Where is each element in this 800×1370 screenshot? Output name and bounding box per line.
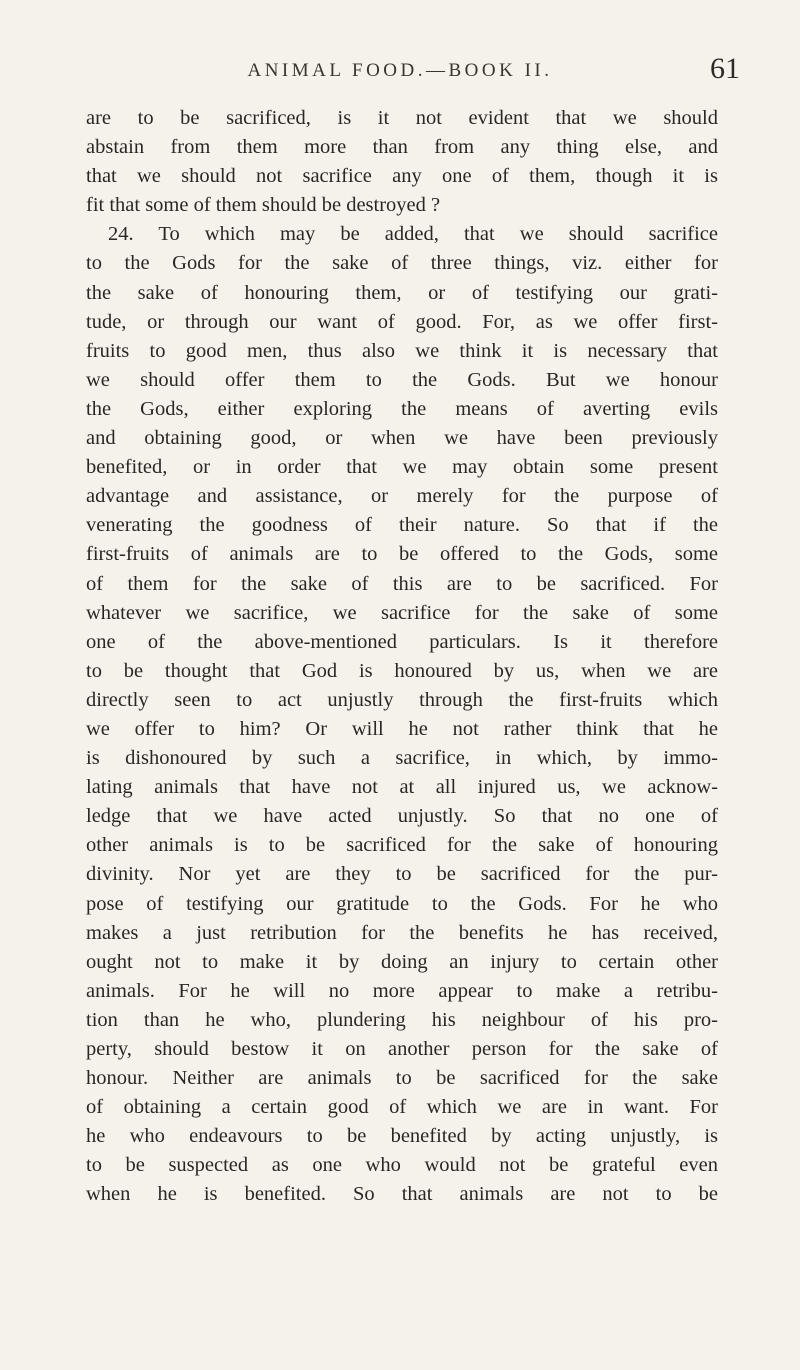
- text-line: divinity. Nor yet are they to be sacrificed for the pur-: [86, 863, 718, 886]
- text-line: makes a just retribution for the benefits he has received,: [86, 921, 718, 944]
- text-line: pose of testifying our gratitude to the Gods. For he who: [86, 892, 718, 915]
- text-line: the sake of honouring them, or of testifying our grati-: [86, 281, 718, 304]
- text-line: benefited, or in order that we may obtain some present: [86, 456, 718, 479]
- text-line: honour. Neither are animals to be sacrificed for the sake: [86, 1067, 718, 1090]
- text-line: perty, should bestow it on another person for the sake of: [86, 1038, 718, 1060]
- text-line: he who endeavours to be benefited by acting unjustly, is: [86, 1125, 718, 1148]
- text-line: advantage and assistance, or merely for the purpose of: [86, 485, 718, 508]
- running-title: ANIMAL FOOD.—BOOK II.: [247, 60, 553, 81]
- text-line: when he is benefited. So that animals are not to be: [86, 1183, 718, 1206]
- text-line: is dishonoured by such a sacrifice, in which, by immo-: [86, 747, 718, 770]
- text-line: tion than he who, plundering his neighbour of his pro-: [86, 1008, 718, 1031]
- text-line: that we should not sacrifice any one of them, though it is: [86, 165, 718, 188]
- text-line: are to be sacrificed, is it not evident that we should: [86, 107, 718, 129]
- text-line: to be thought that God is honoured by us, when we are: [86, 659, 718, 682]
- text-line: of them for the sake of this are to be sacrificed. For: [86, 572, 718, 595]
- text-line: ought not to make it by doing an injury to certain other: [86, 950, 718, 973]
- text-line: to the Gods for the sake of three things, viz. either for: [86, 252, 718, 275]
- text-line: abstain from them more than from any thing else, and: [86, 136, 718, 159]
- text-line: animals. For he will no more appear to make a retribu-: [86, 979, 718, 1002]
- page-number: 61: [710, 52, 740, 85]
- text-line: the Gods, either exploring the means of averting evils: [86, 397, 718, 420]
- text-line: venerating the goodness of their nature. So that if the: [86, 514, 718, 537]
- text-line: fruits to good men, thus also we think it is necessary that: [86, 339, 718, 362]
- text-line: 24. To which may be added, that we should sacrifice: [108, 223, 718, 246]
- text-line: tude, or through our want of good. For, as we offer first-: [86, 310, 718, 333]
- text-line: we should offer them to the Gods. But we honour: [86, 368, 718, 391]
- text-line: one of the above-mentioned particulars. Is it therefore: [86, 630, 718, 653]
- text-line: whatever we sacrifice, we sacrifice for the sake of some: [86, 601, 718, 624]
- text-line: lating animals that have not at all injured us, we acknow-: [86, 776, 718, 799]
- text-line: first-fruits of animals are to be offered to the Gods, some: [86, 543, 718, 566]
- running-head: [60, 50, 740, 90]
- text-line: other animals is to be sacrificed for the sake of honouring: [86, 834, 718, 857]
- text-line: fit that some of them should be destroyed ?: [86, 194, 441, 217]
- text-line: ledge that we have acted unjustly. So that no one of: [86, 805, 718, 828]
- text-line: directly seen to act unjustly through the first-fruits which: [86, 688, 718, 711]
- body-text: [86, 104, 718, 1210]
- text-line: of obtaining a certain good of which we are in want. For: [86, 1096, 718, 1119]
- text-line: and obtaining good, or when we have been previously: [86, 427, 718, 450]
- text-line: to be suspected as one who would not be grateful even: [86, 1154, 718, 1177]
- text-line: we offer to him? Or will he not rather think that he: [86, 717, 718, 740]
